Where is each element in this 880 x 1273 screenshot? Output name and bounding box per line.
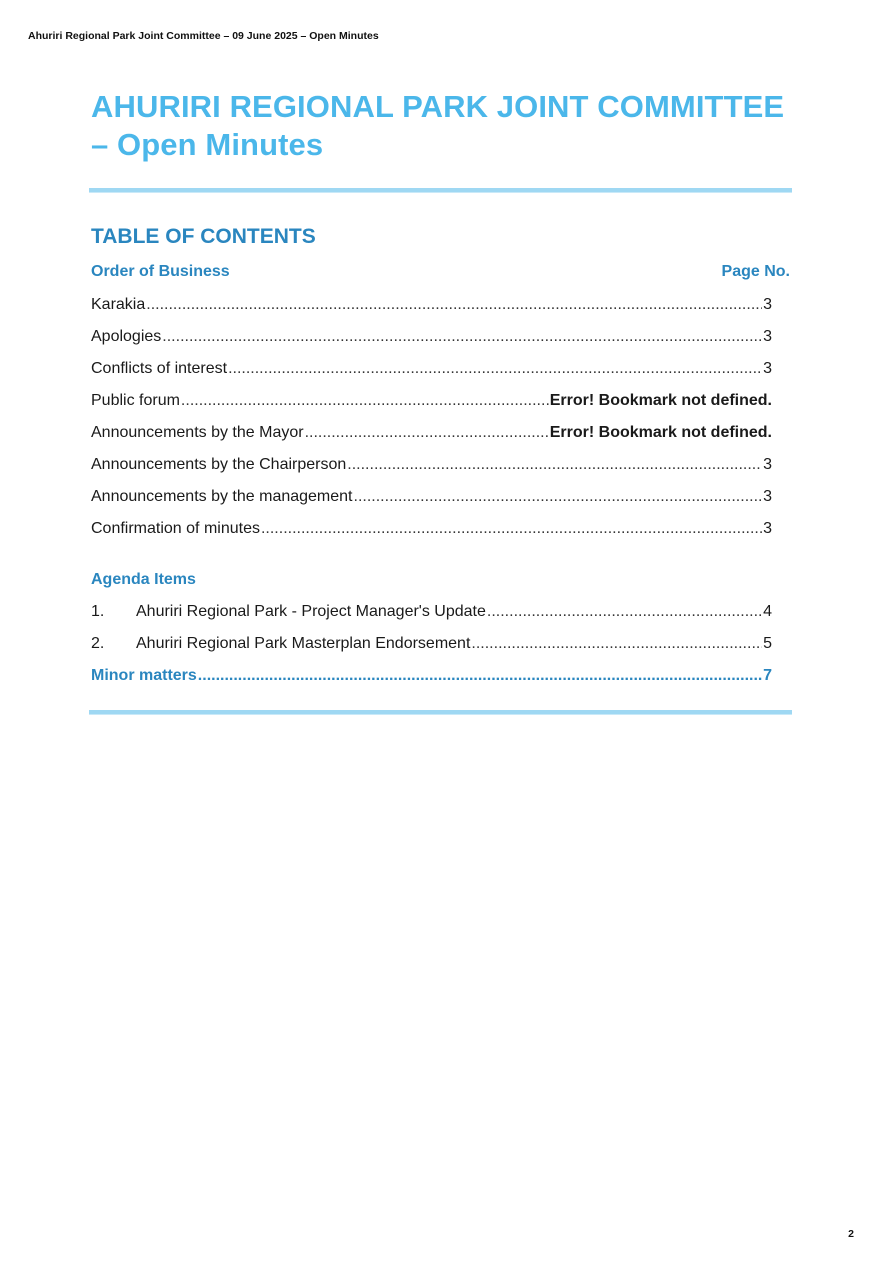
page-number: 2 [848, 1228, 854, 1240]
toc-entry-label: Announcements by the Mayor [91, 424, 304, 441]
dot-leader [228, 360, 762, 378]
toc-entry-label: Ahuriri Regional Park Masterplan Endorsement [136, 635, 471, 652]
toc-entry-page: 3 [763, 328, 772, 345]
dot-leader [261, 520, 762, 538]
toc-entry-page: 5 [763, 635, 772, 652]
toc-entry-announcements-chairperson[interactable] [91, 456, 772, 476]
toc-entry-confirmation-of-minutes[interactable] [91, 520, 772, 540]
toc-entry-label: Public forum [91, 392, 180, 409]
toc-entry-apologies[interactable] [91, 328, 772, 348]
toc-entry-label: Announcements by the management [91, 488, 353, 505]
toc-entry-conflicts-of-interest[interactable] [91, 360, 772, 380]
toc-agenda-item-2[interactable] [91, 635, 772, 655]
bottom-divider [89, 710, 792, 715]
document-title-line-1: AHURIRI REGIONAL PARK JOINT COMMITTEE [91, 89, 785, 124]
toc-entry-karakia[interactable] [91, 296, 772, 316]
toc-entry-page: 4 [763, 603, 772, 620]
toc-entry-label: Conflicts of interest [91, 360, 228, 377]
toc-entry-page: 3 [763, 520, 772, 537]
dot-leader [162, 328, 762, 346]
agenda-item-number: 2. [91, 635, 105, 652]
toc-entry-page: 7 [763, 667, 772, 684]
toc-entry-public-forum[interactable] [91, 392, 772, 412]
toc-entry-announcements-mayor[interactable] [91, 424, 772, 444]
dot-leader [471, 635, 762, 653]
order-of-business-heading: Order of Business [91, 263, 230, 280]
toc-entry-minor-matters[interactable] [91, 667, 772, 687]
toc-entry-label: Ahuriri Regional Park - Project Manager's Update [136, 603, 486, 620]
dot-leader [347, 456, 762, 474]
dot-leader [305, 424, 549, 442]
top-divider [89, 188, 792, 193]
toc-entry-page: 3 [763, 456, 772, 473]
page-no-heading: Page No. [721, 263, 790, 280]
agenda-item-number: 1. [91, 603, 105, 620]
toc-entry-label: Confirmation of minutes [91, 520, 260, 537]
toc-entry-page: 3 [763, 488, 772, 505]
toc-entry-label: Karakia [91, 296, 146, 313]
agenda-items-heading: Agenda Items [91, 571, 196, 588]
toc-agenda-item-1[interactable] [91, 603, 772, 623]
toc-heading: TABLE OF CONTENTS [91, 225, 316, 248]
dot-leader [354, 488, 763, 506]
toc-entry-page-error: Error! Bookmark not defined. [549, 392, 772, 409]
toc-entry-page-error: Error! Bookmark not defined. [549, 424, 772, 441]
toc-entry-label: Apologies [91, 328, 162, 345]
document-title [91, 88, 821, 164]
dot-leader [146, 296, 762, 314]
dot-leader [487, 603, 762, 621]
running-header: Ahuriri Regional Park Joint Committee – 09 June 2025 – Open Minutes [28, 30, 379, 42]
toc-entry-page: 3 [763, 296, 772, 313]
toc-entry-label: Minor matters [91, 667, 197, 684]
toc-entry-announcements-management[interactable] [91, 488, 772, 508]
toc-entry-page: 3 [763, 360, 772, 377]
toc-entry-label: Announcements by the Chairperson [91, 456, 347, 473]
document-title-line-2: – Open Minutes [91, 127, 324, 162]
dot-leader [181, 392, 549, 410]
dot-leader [198, 667, 762, 685]
